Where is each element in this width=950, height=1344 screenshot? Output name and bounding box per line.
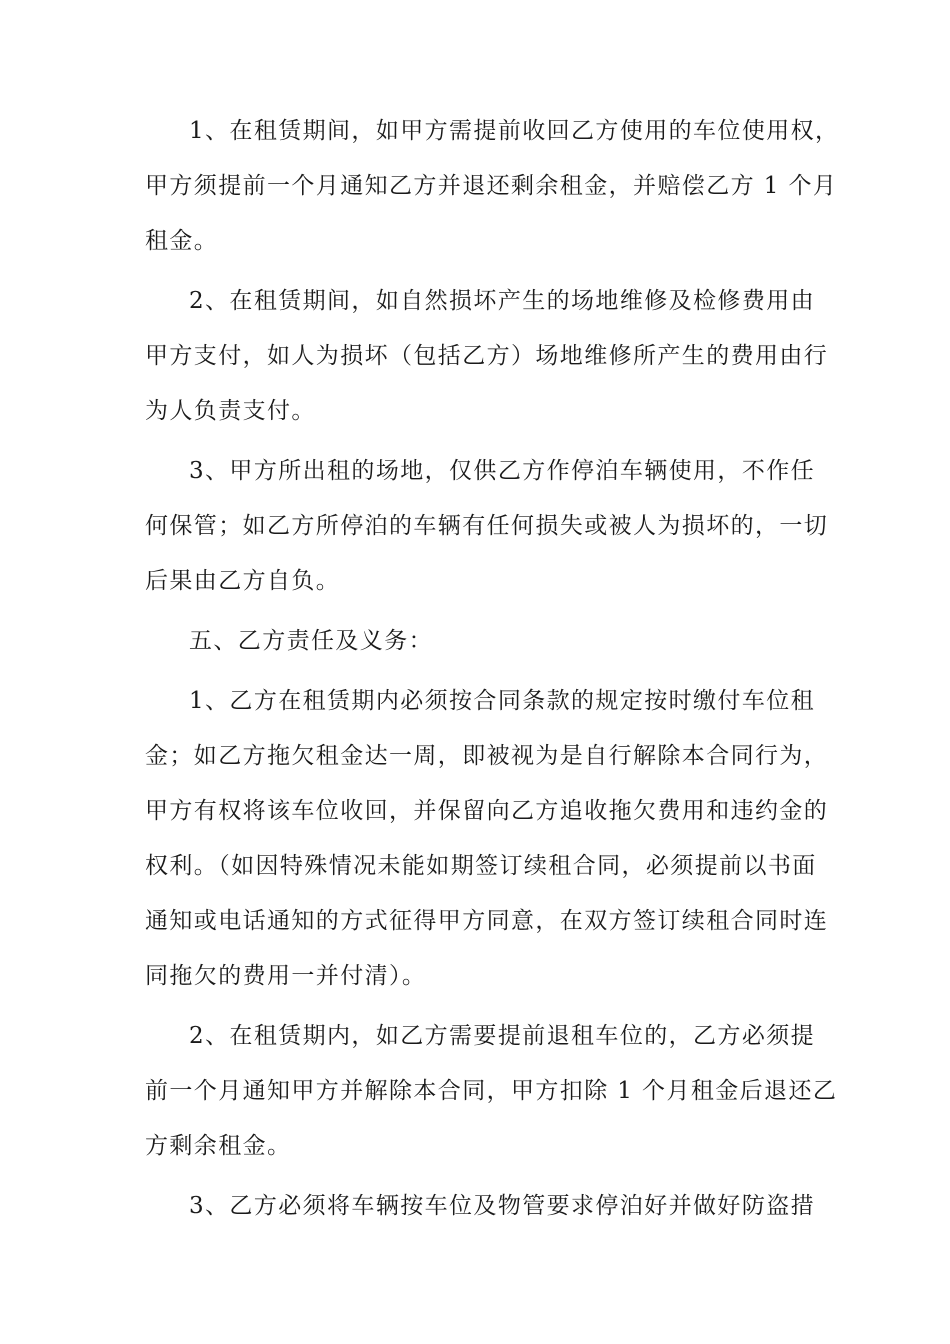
paragraph-6-line-1: 2、在租赁期内，如乙方需要提前退租车位的，乙方必须提 [189, 1023, 816, 1049]
paragraph-3-line-1: 3、甲方所出租的场地，仅供乙方作停泊车辆使用，不作任 [189, 458, 816, 484]
paragraph-5-line-3: 甲方有权将该车位收回，并保留向乙方追收拖欠费用和违约金的 [145, 798, 829, 824]
paragraph-1-line-3: 租金。 [145, 228, 219, 254]
paragraph-7-line-1: 3、乙方必须将车辆按车位及物管要求停泊好并做好防盗措 [189, 1193, 816, 1219]
paragraph-5-line-5: 通知或电话通知的方式征得甲方同意，在双方签订续租合同时连 [145, 908, 829, 934]
section-heading: 五、乙方责任及义务： [189, 628, 433, 654]
paragraph-6-line-2: 前一个月通知甲方并解除本合同，甲方扣除 1 个月租金后退还乙 [145, 1078, 838, 1104]
paragraph-2-line-3: 为人负责支付。 [145, 398, 316, 424]
paragraph-2-line-2: 甲方支付，如人为损坏（包括乙方）场地维修所产生的费用由行 [145, 343, 829, 369]
paragraph-5-line-6: 同拖欠的费用一并付清）。 [145, 963, 427, 989]
paragraph-3-line-3: 后果由乙方自负。 [145, 568, 341, 594]
paragraph-5-line-4: 权利。（如因特殊情况未能如期签订续租合同，必须提前以书面 [145, 853, 817, 879]
paragraph-3-line-2: 何保管；如乙方所停泊的车辆有任何损失或被人为损坏的，一切 [145, 513, 829, 539]
paragraph-6-line-3: 方剩余租金。 [145, 1133, 292, 1159]
paragraph-2-line-1: 2、在租赁期间，如自然损坏产生的场地维修及检修费用由 [189, 288, 816, 314]
paragraph-5-line-2: 金；如乙方拖欠租金达一周，即被视为是自行解除本合同行为， [145, 743, 829, 769]
paragraph-5-line-1: 1、乙方在租赁期内必须按合同条款的规定按时缴付车位租 [189, 688, 816, 714]
paragraph-1-line-2: 甲方须提前一个月通知乙方并退还剩余租金，并赔偿乙方 1 个月 [145, 173, 838, 199]
paragraph-1-line-1: 1、在租赁期间，如甲方需提前收回乙方使用的车位使用权， [189, 118, 840, 144]
